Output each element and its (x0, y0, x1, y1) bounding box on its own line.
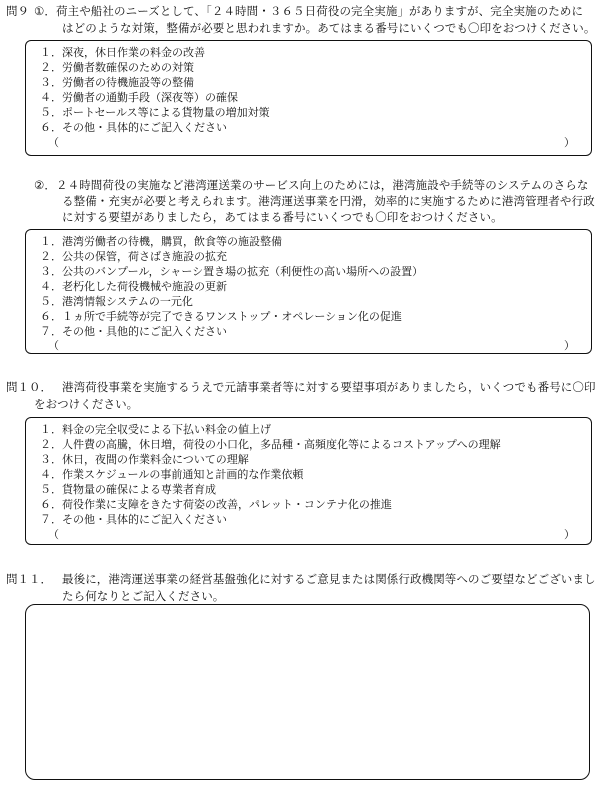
q9-sub2-other-paren-open: （ (48, 339, 59, 352)
q9-sub1-other-paren-open: （ (48, 136, 59, 149)
q9-sub2-option-6[interactable]: ６．１ヵ所で手続等が完了できるワンストップ・オペレーション化の促進 (40, 310, 402, 323)
q10-option-2[interactable]: ２．人件費の高騰，休日増，荷役の小口化，多品種・高頻度化等によるコストアップへの理解 (40, 438, 501, 451)
q9-sub1-option-5[interactable]: ５．ポートセールス等による貨物量の増加対策 (40, 106, 270, 119)
q9-sub2-option-4[interactable]: ４．老朽化した荷役機械や施設の更新 (40, 280, 227, 293)
q11-label: 問１１． (6, 572, 52, 586)
q9-sub2-text-line3: に対する要望がありましたら，あてはまる番号にいくつでも〇印をおつけください。 (62, 210, 503, 224)
q9-sub1-option-3[interactable]: ３．労働者の待機施設等の整備 (40, 76, 194, 89)
q11-comment-box[interactable] (25, 604, 590, 780)
q9-sub2-text-line2: る整備・充実が必要と考えられます。港湾運送事業を円滑，効率的に実施するために港湾管理者や行政 (62, 194, 595, 208)
q9-sub1-option-1[interactable]: １．深夜，休日作業の料金の改善 (40, 46, 205, 59)
q10-label: 問１０． (6, 380, 52, 394)
q10-option-1[interactable]: １．料金の完全収受による下払い料金の値上げ (40, 423, 271, 436)
q10-text-line1: 港湾荷役事業を実施するうえで元請事業者等に対する要望事項がありましたら，いくつでも番号に〇印 (62, 380, 596, 394)
q9-sub2-options-box (25, 229, 592, 354)
q10-option-4[interactable]: ４．作業スケジュールの事前通知と計画的な作業依頼 (40, 468, 304, 481)
q11-text-line2: たら何なりとご記入ください。 (62, 589, 225, 603)
q9-sub1-text-line1: ①．荷主や船社のニーズとして、「２４時間・３６５日荷役の完全実施」がありますが、完全実施のために (34, 4, 584, 18)
q9-sub1-option-6[interactable]: ６．その他・具体的にご記入ください (40, 121, 227, 134)
q9-sub2-option-3[interactable]: ３．公共のバンプール，シャーシ置き場の拡充（利便性の高い場所への設置） (40, 265, 424, 278)
q9-sub2-text-line1: ②．２４時間荷役の実施など港湾運送業のサービス向上のためには，港湾施設や手続等のシステムのさらな (34, 178, 589, 192)
q9-sub2-option-1[interactable]: １．港湾労働者の待機，購買，飲食等の施設整備 (40, 235, 282, 248)
q9-sub2-other-paren-close: ） (564, 339, 575, 352)
q10-text-line2: をおつけください。 (34, 397, 139, 411)
q9-sub1-other-paren-close: ） (564, 136, 575, 149)
q9-label: 問９ (6, 4, 29, 18)
q10-options-box (25, 417, 592, 545)
q9-sub1-option-4[interactable]: ４．労働者の通勤手段（深夜等）の確保 (40, 91, 238, 104)
q9-sub1-option-2[interactable]: ２．労働者数確保のための対策 (40, 61, 194, 74)
q10-option-6[interactable]: ６．荷役作業に支障をきたす荷姿の改善，パレット・コンテナ化の推進 (40, 498, 392, 511)
q11-text-line1: 最後に，港湾運送事業の経営基盤強化に対するご意見または関係行政機関等へのご要望などございまし (62, 572, 596, 586)
q10-option-7[interactable]: ７．その他・具体的にご記入ください (40, 513, 227, 526)
q10-option-5[interactable]: ５．貨物量の確保による専業者育成 (40, 483, 216, 496)
q9-sub2-option-7[interactable]: ７．その他・具他的にご記入ください (40, 325, 227, 338)
q10-option-3[interactable]: ３．休日，夜間の作業料金についての理解 (40, 453, 249, 466)
q10-other-paren-open: （ (48, 528, 59, 541)
q9-sub1-text-line2: はどのような対策，整備が必要と思われますか。あてはまる番号にいくつでも〇印をおつけください。 (62, 21, 596, 35)
q10-other-paren-close: ） (564, 528, 575, 541)
q9-sub1-options-box (25, 40, 592, 156)
q9-sub2-option-2[interactable]: ２．公共の保管，荷さばき施設の拡充 (40, 250, 227, 263)
q9-sub2-option-5[interactable]: ５．港湾情報システムの一元化 (40, 295, 193, 308)
